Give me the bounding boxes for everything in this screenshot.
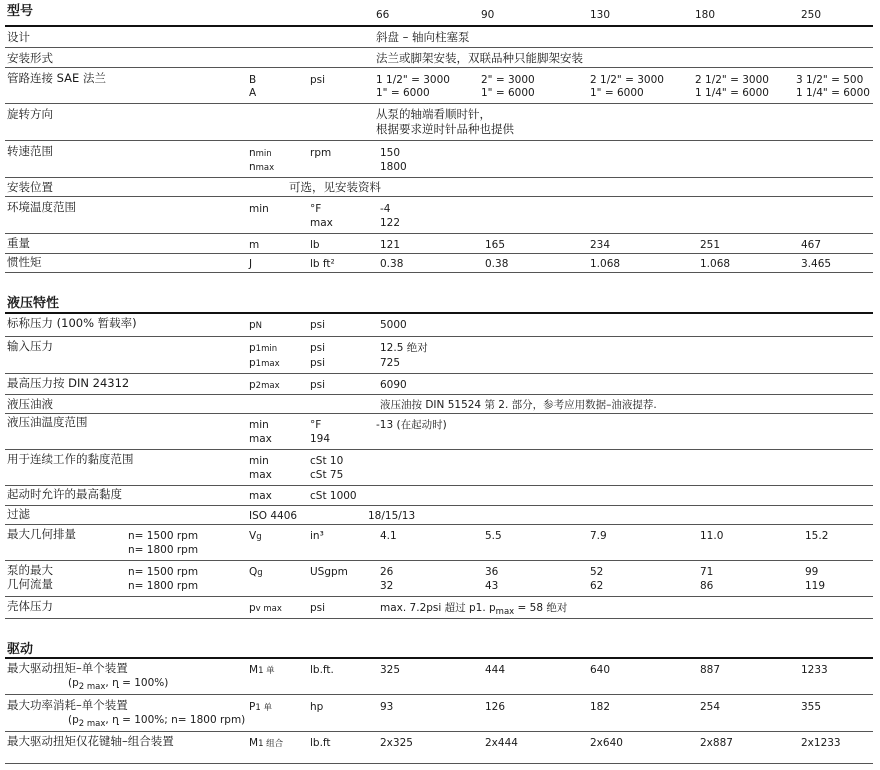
weight-130: 234 [590, 239, 611, 251]
case-pressure-value: max. 7.2psi 超过 p1. $p_{max} = 58$ 绝对 [380, 602, 568, 618]
port-a-180: 1 1/4" = 6000 [695, 87, 769, 99]
nominal-pressure-value: 5000 [380, 319, 407, 331]
row-divider [5, 233, 873, 234]
torque-250: 1233 [801, 664, 828, 676]
filtration-value: 18/15/13 [368, 510, 416, 522]
torque-66: 325 [380, 664, 401, 676]
case-pressure-unit: psi [310, 602, 326, 614]
hydraulic-section-title: 液压特性 [7, 296, 60, 311]
fluid-temp-max-symbol: max [249, 433, 272, 445]
case-pressure-symbol: pv max [249, 602, 282, 614]
inertia-130: 1.068 [590, 258, 621, 270]
design-value: 斜盘 – 轴向柱塞泵 [376, 30, 470, 44]
row-divider [5, 336, 873, 337]
inertia-label: 惯性矩 [7, 255, 42, 269]
inlet-pressure-label: 输入压力 [7, 339, 53, 353]
fluid-temp-label: 液压油温度范围 [7, 415, 88, 429]
row-divider [5, 731, 873, 732]
speed-min-symbol: nmin [249, 147, 272, 159]
ambient-temp-max-symbol: max [310, 217, 333, 229]
row-divider [5, 103, 873, 104]
speed-max-value: 1800 [380, 161, 407, 173]
rotation-line2: 根据要求逆时针品种也提供 [376, 122, 514, 136]
ports-label: 管路连接 SAE 法兰 [7, 71, 106, 85]
row-divider [5, 373, 873, 374]
displacement-66: 4.1 [380, 530, 397, 542]
filtration-standard: ISO 4406 [249, 510, 298, 522]
port-b-symbol: B [249, 74, 257, 86]
displacement-label: 最大几何排量 [7, 527, 76, 541]
port-a-66: 1" = 6000 [376, 87, 430, 99]
combo-torque-250: 2x1233 [801, 737, 841, 749]
section-rule [5, 312, 873, 314]
inlet-pressure-max-symbol: p1max [249, 357, 280, 369]
inlet-pressure-min-value: 12.5 绝对 [380, 342, 428, 354]
flow-1500-180: 71 [700, 566, 714, 578]
flow-symbol: Qg [249, 566, 263, 578]
mounting-type-value: 法兰或脚架安装，双联品种只能脚架安装 [376, 51, 583, 65]
rotation-label: 旋转方向 [7, 107, 53, 121]
flow-1800-180: 86 [700, 580, 714, 592]
row-divider [5, 618, 873, 619]
fluid-value: 液压油按 DIN 51524 第 2. 部分，参考应用数据–油液提荐. [380, 399, 657, 411]
displacement-symbol: Vg [249, 530, 262, 542]
ambient-temp-unit: °F [310, 203, 322, 215]
torque-130: 640 [590, 664, 611, 676]
power-130: 182 [590, 701, 611, 713]
fluid-label: 液压油液 [7, 397, 53, 411]
flow-label-line2: 几何流量 [7, 577, 53, 591]
row-divider [5, 413, 873, 414]
combo-torque-90: 2x444 [485, 737, 518, 749]
row-divider [5, 47, 873, 48]
mounting-position-label: 安装位置 [7, 180, 53, 194]
port-a-130: 1" = 6000 [590, 87, 644, 99]
max-pressure-unit: psi [310, 379, 326, 391]
filtration-label: 过滤 [7, 507, 30, 521]
fluid-temp-min-value: -13 (在起动时) [376, 419, 447, 431]
weight-label: 重量 [7, 236, 30, 250]
power-label: 最大功率消耗–单个装置 [7, 698, 128, 712]
inlet-pressure-min-symbol: p1min [249, 342, 278, 354]
section-rule [5, 657, 873, 659]
power-90: 126 [485, 701, 506, 713]
inlet-pressure-max-value: 725 [380, 357, 401, 369]
torque-symbol: M1 单 [249, 664, 275, 676]
port-b-90: 2" = 3000 [481, 74, 535, 86]
weight-180: 251 [700, 239, 721, 251]
flow-1500-130: 52 [590, 566, 604, 578]
size-90: 90 [481, 9, 495, 21]
weight-symbol: m [249, 239, 260, 251]
displacement-cond-1800: n= 1800 rpm [128, 544, 199, 556]
fluid-temp-max-value: 194 [310, 433, 331, 445]
mounting-position-value: 可选，见安装资料 [289, 180, 381, 194]
max-pressure-value: 6090 [380, 379, 407, 391]
viscosity-min-symbol: min [249, 455, 269, 467]
flow-unit: USgpm [310, 566, 348, 578]
size-130: 130 [590, 9, 611, 21]
inertia-250: 3.465 [801, 258, 832, 270]
inlet-pressure-max-unit: psi [310, 357, 326, 369]
flow-label-line1: 泵的最大 [7, 563, 53, 577]
flow-1500-90: 36 [485, 566, 499, 578]
inertia-180: 1.068 [700, 258, 731, 270]
nominal-pressure-unit: psi [310, 319, 326, 331]
row-divider [5, 763, 873, 764]
nominal-pressure-label: 标称压力 (100% 暂载率) [7, 316, 137, 330]
power-unit: hp [310, 701, 324, 713]
row-divider [5, 177, 873, 178]
displacement-130: 7.9 [590, 530, 607, 542]
inertia-unit: lb ft² [310, 258, 335, 270]
port-a-250: 1 1/4" = 6000 [796, 87, 870, 99]
row-divider [5, 449, 873, 450]
header-rule [5, 25, 873, 27]
row-divider [5, 694, 873, 695]
combo-torque-symbol: M1 组合 [249, 737, 284, 749]
combo-torque-unit: lb.ft [310, 737, 331, 749]
speed-min-value: 150 [380, 147, 401, 159]
flow-1800-66: 32 [380, 580, 394, 592]
displacement-180: 11.0 [700, 530, 724, 542]
displacement-unit: in³ [310, 530, 324, 542]
row-divider [5, 505, 873, 506]
max-pressure-label: 最高压力按 DIN 24312 [7, 376, 130, 390]
flow-cond-1500: n= 1500 rpm [128, 566, 199, 578]
flow-1500-66: 26 [380, 566, 394, 578]
port-b-66: 1 1/2" = 3000 [376, 74, 450, 86]
inertia-90: 0.38 [485, 258, 509, 270]
row-divider [5, 394, 873, 395]
size-180: 180 [695, 9, 716, 21]
weight-250: 467 [801, 239, 822, 251]
size-250: 250 [801, 9, 822, 21]
ambient-temp-label: 环境温度范围 [7, 200, 76, 214]
torque-unit: lb.ft. [310, 664, 334, 676]
size-66: 66 [376, 9, 390, 21]
port-a-90: 1" = 6000 [481, 87, 535, 99]
mounting-type-label: 安装形式 [7, 51, 53, 65]
viscosity-min-value: cSt 10 [310, 455, 344, 467]
viscosity-continuous-label: 用于连续工作的黏度范围 [7, 452, 134, 466]
rotation-line1: 从泵的轴端看顺时针， [376, 107, 491, 121]
inertia-symbol: J [249, 258, 253, 270]
speed-unit: rpm [310, 147, 332, 159]
nominal-pressure-symbol: pN [249, 319, 263, 331]
flow-1800-250: 119 [805, 580, 826, 592]
fluid-temp-unit: °F [310, 419, 322, 431]
combo-torque-66: 2x325 [380, 737, 413, 749]
power-250: 355 [801, 701, 822, 713]
viscosity-max-symbol: max [249, 469, 272, 481]
row-divider [5, 596, 873, 597]
fluid-temp-min-symbol: min [249, 419, 269, 431]
row-divider [5, 67, 873, 68]
ports-unit: psi [310, 74, 326, 86]
viscosity-start-label: 起动时允许的最高黏度 [7, 487, 122, 501]
viscosity-max-value: cSt 75 [310, 469, 344, 481]
weight-90: 165 [485, 239, 506, 251]
port-b-180: 2 1/2" = 3000 [695, 74, 769, 86]
design-label: 设计 [7, 30, 30, 44]
torque-90: 444 [485, 664, 506, 676]
port-b-130: 2 1/2" = 3000 [590, 74, 664, 86]
power-66: 93 [380, 701, 394, 713]
inlet-pressure-min-unit: psi [310, 342, 326, 354]
speed-max-symbol: nmax [249, 161, 275, 173]
power-180: 254 [700, 701, 721, 713]
ambient-temp-max-value: 122 [380, 217, 401, 229]
ambient-temp-min-value: -4 [380, 203, 391, 215]
case-pressure-label: 壳体压力 [7, 599, 53, 613]
flow-1800-90: 43 [485, 580, 499, 592]
weight-66: 121 [380, 239, 401, 251]
max-pressure-symbol: p2max [249, 379, 280, 391]
combo-torque-180: 2x887 [700, 737, 733, 749]
row-divider [5, 140, 873, 141]
model-label: 型号 [7, 4, 34, 19]
row-divider [5, 272, 873, 273]
row-divider [5, 196, 873, 197]
row-divider [5, 253, 873, 254]
row-divider [5, 524, 873, 525]
displacement-250: 15.2 [805, 530, 829, 542]
displacement-cond-1500: n= 1500 rpm [128, 530, 199, 542]
flow-1500-250: 99 [805, 566, 819, 578]
displacement-90: 5.5 [485, 530, 502, 542]
port-a-symbol: A [249, 87, 257, 99]
weight-unit: lb [310, 239, 320, 251]
viscosity-start-symbol: max [249, 490, 272, 502]
flow-1800-130: 62 [590, 580, 604, 592]
power-condition: ($p_{2 max}$, ղ = 100%; n= 1800 rpm) [68, 714, 246, 730]
port-b-250: 3 1/2" = 500 [796, 74, 864, 86]
combo-torque-label: 最大驱动扭矩仅花键轴–组合装置 [7, 734, 174, 748]
speed-label: 转速范围 [7, 144, 53, 158]
combo-torque-130: 2x640 [590, 737, 623, 749]
drive-section-title: 驱动 [7, 642, 34, 657]
torque-label: 最大驱动扭矩–单个装置 [7, 661, 128, 675]
row-divider [5, 485, 873, 486]
row-divider [5, 560, 873, 561]
viscosity-start-value: cSt 1000 [310, 490, 357, 502]
power-symbol: P1 单 [249, 701, 272, 713]
ambient-temp-min-symbol: min [249, 203, 269, 215]
torque-180: 887 [700, 664, 721, 676]
inertia-66: 0.38 [380, 258, 404, 270]
torque-condition: ($p_{2 max}$, ղ = 100%) [68, 677, 169, 693]
flow-cond-1800: n= 1800 rpm [128, 580, 199, 592]
